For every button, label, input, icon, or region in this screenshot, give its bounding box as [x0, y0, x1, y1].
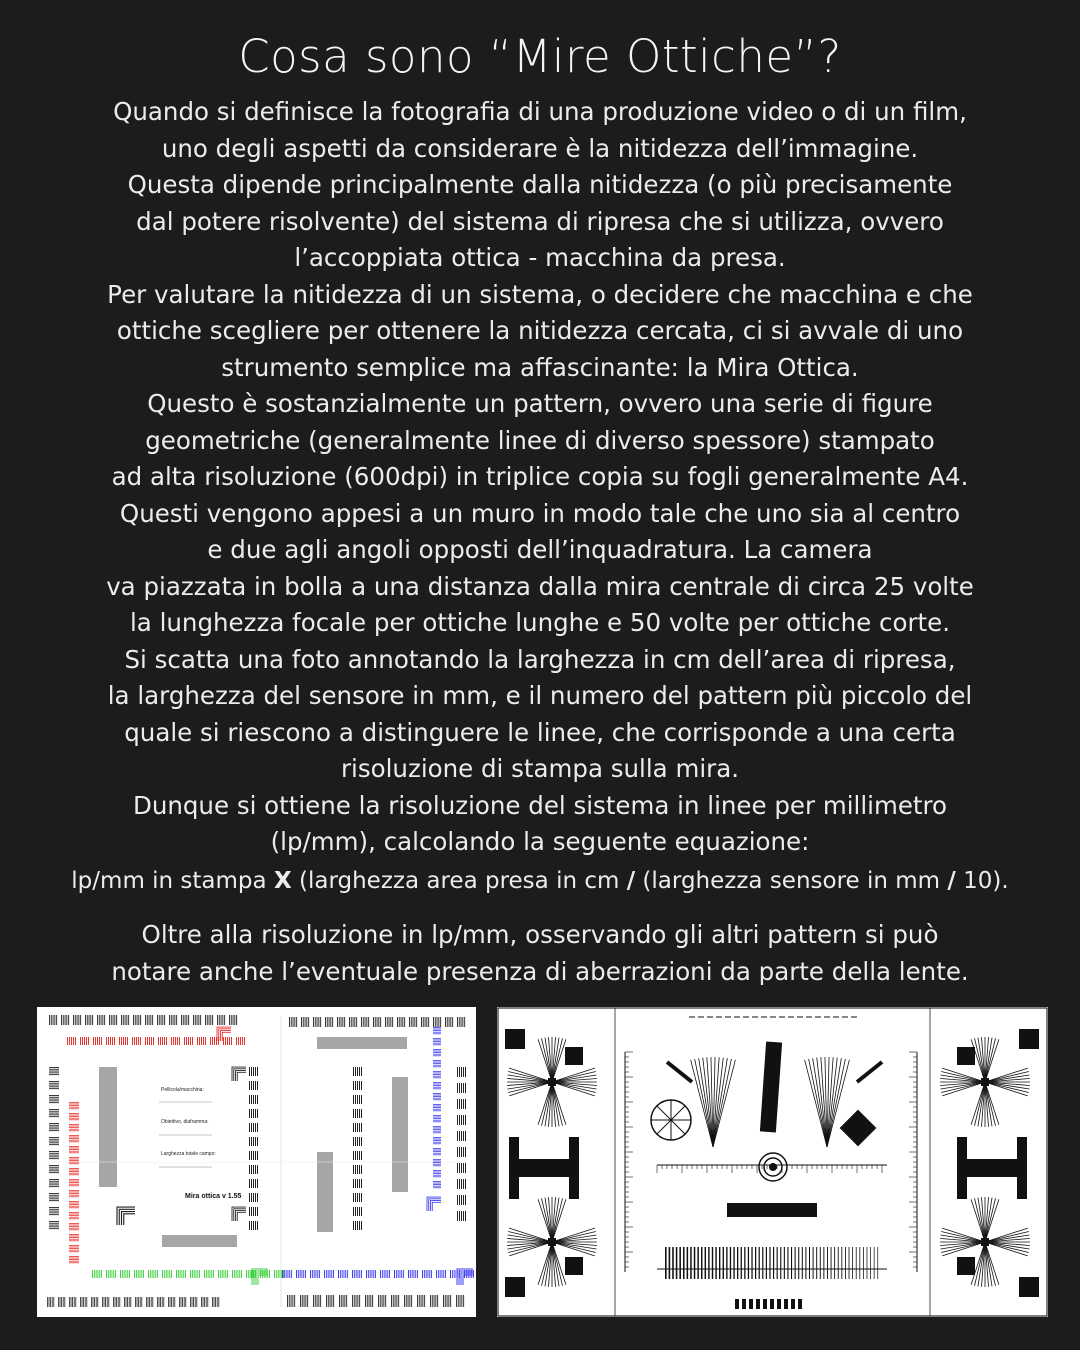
film-camera-label: Pellicola/macchina:	[161, 1087, 204, 1093]
formula-operator: /	[626, 868, 636, 894]
closing-line: notare anche l’eventuale presenza di aberrazioni da parte della lente.	[111, 957, 969, 986]
intro-paragraph	[20, 94, 1060, 861]
paragraph-line: Questi vengono appesi a un muro in modo tale che uno sia al centro	[119, 498, 961, 528]
mira-ottica-chart-image	[37, 1007, 476, 1317]
field-width-label: Larghezza totale campo:	[161, 1151, 216, 1157]
lens-aperture-label: Obiettivo, diaframma:	[161, 1119, 209, 1125]
paragraph-line: l’accoppiata ottica - macchina da presa.	[294, 243, 786, 272]
formula-part: (larghezza sensore in mm	[635, 868, 948, 894]
paragraph-line: Si scatta una foto annotando la larghezza in cm dell’area di ripresa,	[124, 644, 956, 674]
resolution-test-chart-image	[497, 1007, 1048, 1317]
mira-version-label: Mira ottica v 1.55	[185, 1193, 242, 1200]
formula-operator: X	[273, 868, 292, 894]
mira-pattern-graphic	[37, 1007, 476, 1317]
formula-part: (larghezza area presa in cm	[291, 868, 627, 894]
paragraph-line: risoluzione di stampa sulla mira.	[340, 754, 740, 783]
paragraph-line: e due agli angoli opposti dell’inquadratura. La camera	[207, 535, 873, 564]
formula-operator: /	[947, 868, 956, 894]
paragraph-line: Questa dipende principalmente dalla nitidezza (o più precisamente	[127, 170, 953, 199]
formula-part: 10).	[955, 868, 1009, 894]
paragraph-line: la lunghezza focale per ottiche lunghe e 50 volte per ottiche corte.	[129, 608, 950, 637]
paragraph-line: la larghezza del sensore in mm, e il numero del pattern più piccolo del	[107, 681, 973, 710]
paragraph-line: Questo è sostanzialmente un pattern, ovvero una serie di figure	[147, 389, 933, 418]
paragraph-line: strumento semplice ma affascinante: la Mira Ottica.	[221, 352, 859, 382]
paragraph-line: va piazzata in bolla a una distanza dalla mira centrale di circa 25 volte	[106, 571, 974, 601]
paragraph-line: Quando si definisce la fotografia di una produzione video o di un film,	[113, 97, 967, 126]
resolution-pattern-graphic	[497, 1007, 1048, 1317]
paragraph-line: geometriche (generalmente linee di diverso spessore) stampato	[145, 425, 935, 455]
paragraph-line: quale si riescono a distinguere le linee, che corrisponde a una certa	[124, 717, 956, 747]
formula-part: lp/mm in stampa	[71, 868, 274, 894]
paragraph-line: (lp/mm), calcolando la seguente equazione:	[270, 827, 810, 856]
paragraph-line: Per valutare la nitidezza di un sistema, o decidere che macchina e che	[107, 279, 973, 309]
paragraph-line: uno degli aspetti da considerare è la nitidezza dell’immagine.	[161, 133, 919, 163]
closing-line: Oltre alla risoluzione in lp/mm, osservando gli altri pattern si può	[141, 920, 939, 949]
resolution-formula	[0, 868, 1080, 894]
page-title: Cosa sono “Mire Ottiche”?	[238, 30, 842, 83]
paragraph-line: ad alta risoluzione (600dpi) in triplice copia su fogli generalmente A4.	[111, 462, 969, 491]
paragraph-line: Dunque si ottiene la risoluzione del sistema in linee per millimetro	[132, 790, 948, 820]
closing-paragraph	[20, 916, 1060, 990]
paragraph-line: dal potere risolvente) del sistema di ripresa che si utilizza, ovvero	[136, 206, 944, 236]
paragraph-line: ottiche scegliere per ottenere la nitidezza cercata, ci si avvale di uno	[116, 316, 964, 345]
